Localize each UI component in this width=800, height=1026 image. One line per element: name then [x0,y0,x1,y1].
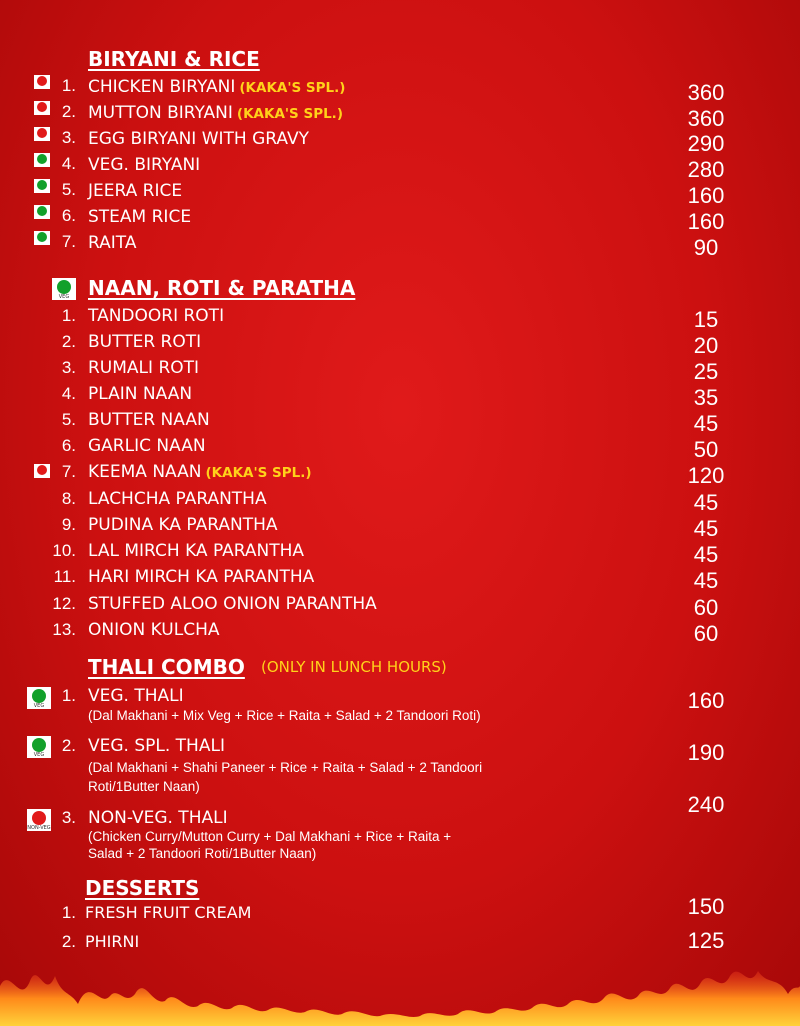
item-name: STUFFED ALOO ONION PARANTHA [88,594,377,614]
item-price: 360 [687,106,725,131]
item-name: ONION KULCHA [88,620,220,640]
item-number: 12. [52,594,76,613]
item-price: 290 [687,131,725,156]
flame-decoration [0,946,800,1026]
item-number: 10. [52,541,76,560]
section-title-biryani: BIRYANI & RICE [88,47,260,71]
item-number: 1. [61,76,76,95]
item-number: 11. [53,567,76,586]
item-price: 160 [687,688,725,713]
item-price: 35 [693,385,719,410]
item-price: 280 [687,157,725,182]
item-price: 150 [687,894,725,919]
item-number: 6. [61,436,76,455]
item-price: 160 [687,209,725,234]
item-price: 45 [693,516,719,541]
item-number: 7. [61,232,76,251]
item-name: VEG. THALI [88,686,184,706]
item-price: 120 [687,463,725,488]
item-name: EGG BIRYANI WITH GRAVY [88,129,309,149]
item-number: 2. [61,332,76,351]
item-price: 45 [693,542,719,567]
item-name: NON-VEG. THALI [88,808,228,828]
item-number: 8. [61,489,76,508]
special-tag: (KAKA'S SPL.) [236,106,343,122]
item-name: BUTTER ROTI [88,332,202,352]
item-price: 360 [687,80,725,105]
item-name: JEERA RICE [88,181,183,201]
item-price: 90 [693,235,719,260]
item-name: HARI MIRCH KA PARANTHA [88,567,315,587]
item-name: TANDOORI ROTI [88,306,225,326]
item-name: CHICKEN BIRYANI (KAKA'S SPL.) [88,77,346,97]
item-name: GARLIC NAAN [88,436,206,456]
item-price: 60 [693,621,719,646]
item-number: 9. [61,515,76,534]
item-name: STEAM RICE [88,207,192,227]
item-name: PLAIN NAAN [88,384,193,404]
item-name: LAL MIRCH KA PARANTHA [88,541,305,561]
item-number: 3. [61,128,76,147]
veg-icon: VEG [52,278,76,300]
item-number: 1. [61,903,76,922]
item-price: 45 [693,568,719,593]
item-name: BUTTER NAAN [88,410,210,430]
section-title-naan: NAAN, ROTI & PARATHA [88,276,356,300]
item-number: 4. [61,384,76,403]
item-number: 3. [61,358,76,377]
item-number: 6. [61,206,76,225]
item-name: PUDINA KA PARANTHA [88,515,278,535]
item-price: 160 [687,183,725,208]
item-price: 45 [693,411,719,436]
item-name: KEEMA NAAN (KAKA'S SPL.) [88,462,312,482]
item-number: 2. [61,932,76,951]
item-name: VEG. SPL. THALI [88,736,225,756]
item-price: 25 [693,359,719,384]
item-description: (Chicken Curry/Mutton Curry + Dal Makhani + Rice + Raita + [88,829,452,844]
item-name: MUTTON BIRYANI (KAKA'S SPL.) [88,103,343,123]
item-name: FRESH FRUIT CREAM [85,903,252,922]
item-price: 15 [693,307,719,332]
item-name: RUMALI ROTI [88,358,200,378]
item-number: 3. [61,808,76,827]
item-number: 5. [61,410,76,429]
item-name: LACHCHA PARANTHA [88,489,267,509]
section-title-desserts: DESSERTS [85,876,200,900]
item-number: 1. [61,306,76,325]
item-number: 2. [61,102,76,121]
item-price: 50 [693,437,719,462]
special-tag: (KAKA'S SPL.) [239,80,346,96]
item-description: (Dal Makhani + Shahi Paneer + Rice + Raita + Salad + 2 Tandoori [88,760,483,775]
item-number: 1. [61,686,76,705]
item-number: 7. [61,462,76,481]
section-title-thali: THALI COMBO [88,655,245,679]
item-description: Salad + 2 Tandoori Roti/1Butter Naan) [88,846,317,861]
item-number: 2. [61,736,76,755]
veg-icon: VEG [27,687,51,709]
item-price: 60 [693,595,719,620]
item-price: 45 [693,490,719,515]
item-number: 5. [61,180,76,199]
item-name: PHIRNI [85,932,140,951]
veg-icon: VEG [27,736,51,758]
item-description: Roti/1Butter Naan) [88,779,200,794]
item-price: 125 [687,928,725,953]
item-name: VEG. BIRYANI [88,155,201,175]
item-name: RAITA [88,233,137,253]
item-description: (Dal Makhani + Mix Veg + Rice + Raita + Salad + 2 Tandoori Roti) [88,708,481,723]
item-price: 20 [693,333,719,358]
item-number: 13. [52,620,76,639]
special-tag: (KAKA'S SPL.) [205,465,312,481]
nonveg-icon: NON-VEG [27,809,51,831]
item-price: 240 [687,792,725,817]
item-price: 190 [687,740,725,765]
lunch-hours-note: (ONLY IN LUNCH HOURS) [261,658,447,676]
item-number: 4. [61,154,76,173]
